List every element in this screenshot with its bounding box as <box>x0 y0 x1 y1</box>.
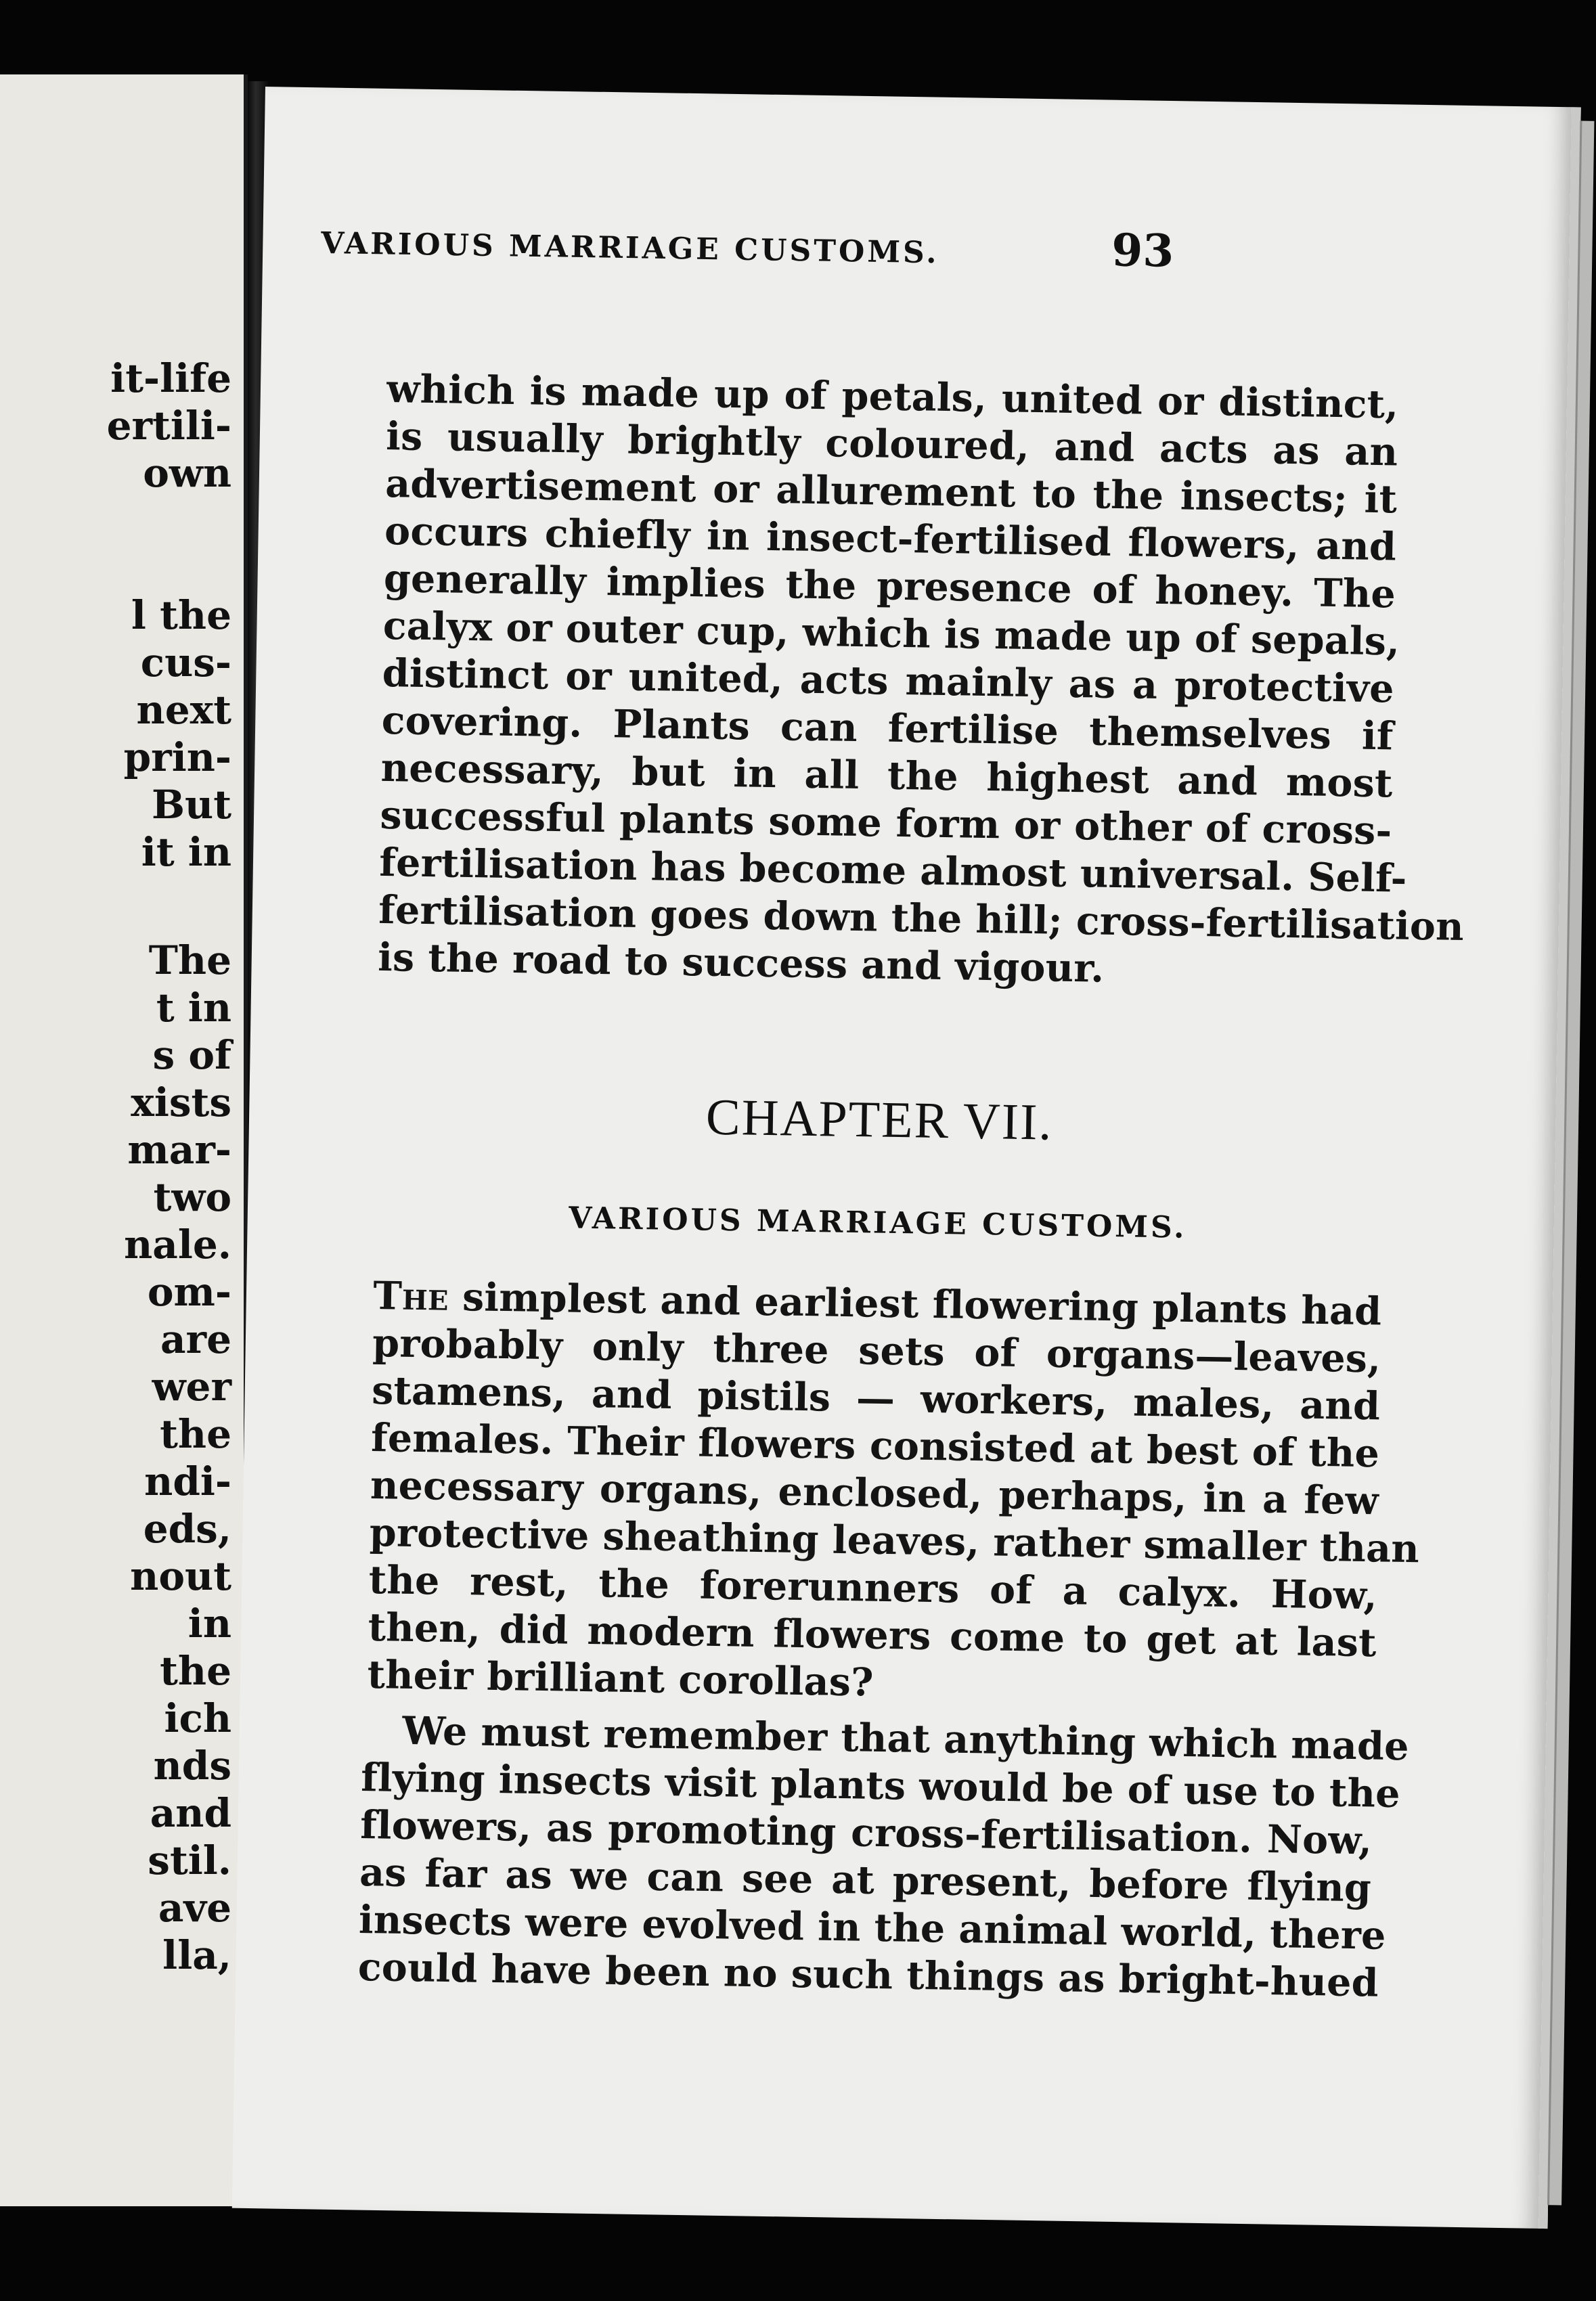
left-page-fragment: t in <box>156 985 231 1031</box>
text-line: fertilisation has become almost universal. Self- <box>378 839 1408 901</box>
paragraph-continuation <box>377 365 1465 997</box>
text-line: the rest, the forerunners of a calyx. How, <box>368 1557 1378 1619</box>
left-page-fragment: om- <box>147 1269 231 1315</box>
text-line: probably only three sets of organs—leaves, <box>372 1320 1381 1382</box>
left-page-fragment: ndi- <box>144 1458 231 1504</box>
left-page-fragment: nds <box>153 1743 231 1789</box>
text-line: distinct or united, acts mainly as a protective <box>382 650 1395 712</box>
left-page-fragment: mar- <box>127 1127 231 1173</box>
text-line: necessary organs, enclosed, perhaps, in a few <box>370 1462 1379 1524</box>
left-page-fragment: the <box>160 1411 231 1457</box>
left-page-fragment: in <box>187 1601 231 1647</box>
page-stack-edge <box>1547 121 1594 2206</box>
left-page-fragment: it-life <box>110 355 231 401</box>
lead-word: The <box>372 1272 449 1320</box>
text-line: calyx or outer cup, which is made up of sepals, <box>382 602 1400 665</box>
left-page-fragment: wer <box>152 1364 231 1410</box>
text-line: is the road to success and vigour. <box>377 934 1105 991</box>
text-line: is usually brightly coloured, and acts as an <box>385 413 1398 475</box>
left-page-fragment: lla, <box>162 1932 231 1978</box>
left-page-fragment: s of <box>152 1032 231 1078</box>
text-line: their brilliant corollas? <box>367 1651 874 1705</box>
text-line: then, did modern flowers come to get at last <box>368 1604 1377 1666</box>
left-page-fragment: xists <box>131 1079 231 1125</box>
running-head-title: VARIOUS MARRIAGE CUSTOMS. <box>320 225 939 271</box>
text-line: as far as we can see at present, before flying <box>359 1849 1372 1911</box>
left-page-fragment: own <box>143 450 231 496</box>
left-page-fragment: and <box>150 1790 231 1836</box>
text-line: could have been no such things as bright-hued <box>357 1944 1379 2006</box>
left-page-fragment: stil. <box>148 1837 231 1883</box>
text-line: flowers, as promoting cross-fertilisation. Now, <box>359 1802 1373 1864</box>
left-page-fragment: But <box>152 782 231 828</box>
text-line: stamens, and pistils — workers, males, and <box>371 1367 1381 1429</box>
text-line: protective sheathing leaves, rather smaller than <box>369 1509 1420 1572</box>
left-page-edge <box>0 74 248 2206</box>
text-line: simplest and earliest flowering plants had <box>448 1274 1382 1335</box>
page-number: 93 <box>1111 223 1174 277</box>
text-line: covering. Plants can fertilise themselves if <box>381 697 1394 759</box>
text-line: which is made up of petals, united or distinct, <box>386 365 1399 428</box>
left-page-fragment: next <box>136 687 231 733</box>
left-page-fragment: cus- <box>140 640 231 686</box>
text-line: generally implies the presence of honey. The <box>383 555 1396 617</box>
paragraph-opening <box>367 1272 1420 1714</box>
paragraph <box>357 1707 1410 2007</box>
text-line: insects were evolved in the animal world, there <box>358 1896 1387 1959</box>
left-page-fragment: nout <box>130 1553 231 1599</box>
left-page-fragment: the <box>160 1648 231 1694</box>
chapter-title: CHAPTER VII. <box>705 1088 1054 1151</box>
left-page-fragment: are <box>160 1316 231 1362</box>
chapter-heading <box>376 1083 1381 1274</box>
left-page-fragment: it in <box>141 829 231 875</box>
text-line: females. Their flowers consisted at best of the <box>370 1414 1380 1477</box>
left-page-fragment: eds, <box>143 1506 231 1552</box>
text-line: necessary, but in all the highest and most <box>380 744 1394 807</box>
left-page-fragment: prin- <box>123 734 231 780</box>
chapter-subtitle: VARIOUS MARRIAGE CUSTOMS. <box>568 1201 1187 1245</box>
left-page-fragment: l the <box>131 592 231 638</box>
left-page-fragment: ave <box>158 1885 231 1931</box>
text-line: successful plants some form or other of cross- <box>380 792 1392 854</box>
text-line: We must remember that anything which made <box>401 1707 1410 1770</box>
left-page-fragment: two <box>153 1174 231 1220</box>
left-page-fragment: ich <box>164 1695 231 1741</box>
text-line: advertisement or allurement to the insects; it <box>384 460 1398 522</box>
text-line: fertilisation goes down the hill; cross-fertilisation <box>378 887 1465 950</box>
text-line: flying insects visit plants would be of use to the <box>360 1754 1401 1817</box>
text-line: occurs chiefly in insect-fertilised flowers, and <box>384 508 1397 570</box>
left-page-fragment: ertili- <box>106 403 231 449</box>
left-page-fragment: nale. <box>124 1222 231 1268</box>
left-page-fragment: The <box>148 937 231 983</box>
